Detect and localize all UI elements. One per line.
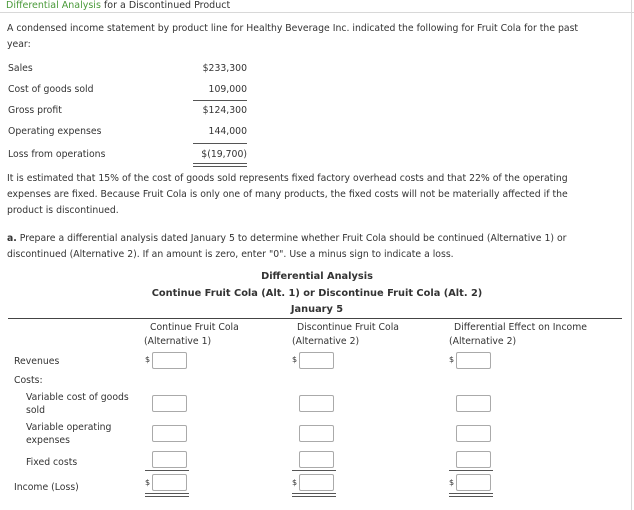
column-header-line: Continue Fruit Cola (150, 322, 239, 333)
question-line-1 (7, 231, 612, 247)
statement-row (7, 81, 247, 99)
column-header-line: (Alternative 2) (449, 336, 517, 347)
problem-title-suffix: for a Discontinued Product (100, 0, 231, 11)
alt1-fixed-costs-input[interactable] (152, 451, 187, 468)
column-header-differential (449, 321, 587, 349)
intro-paragraph (7, 21, 612, 53)
statement-value: 144,000 (208, 126, 247, 137)
column-header-alt2 (292, 321, 399, 349)
subtotal-rule (193, 143, 247, 144)
statement-row (7, 123, 247, 141)
row-label-line: Variable operating (26, 422, 112, 433)
total-double-rule (193, 163, 247, 167)
estimate-line-3: product is discontinued. (7, 205, 119, 216)
subtotal-rule (145, 470, 189, 471)
dollar-sign: $ (292, 355, 298, 364)
alt1-variable-opex-input[interactable] (152, 425, 187, 442)
row-label-revenues: Revenues (14, 356, 60, 367)
problem-header (0, 0, 634, 13)
question-text: Prepare a differential analysis dated January 5 to determine whether Fruit Cola should be continued (Alternative 1) or (16, 233, 567, 244)
differential-variable-opex-input[interactable] (456, 425, 491, 442)
analysis-title: Differential Analysis (261, 271, 373, 282)
statement-label: Operating expenses (8, 126, 102, 137)
differential-income-input[interactable] (456, 474, 491, 491)
right-edge-divider (631, 0, 632, 510)
intro-line-2: year: (7, 39, 31, 50)
subtotal-rule (292, 470, 336, 471)
alt1-variable-cogs-input[interactable] (152, 395, 187, 412)
alt2-revenues-input[interactable] (299, 352, 334, 369)
dollar-sign: $ (292, 478, 298, 487)
intro-line-1: A condensed income statement by product line for Healthy Beverage Inc. indicated the following for Fruit Cola for the past (7, 23, 579, 34)
question-paragraph (7, 231, 612, 263)
statement-label: Cost of goods sold (8, 84, 94, 95)
problem-title: Differential Analysis (6, 0, 101, 11)
statement-label: Gross profit (8, 105, 62, 116)
statement-value: $124,300 (202, 105, 247, 116)
column-header-line: Discontinue Fruit Cola (297, 322, 399, 333)
dollar-sign: $ (145, 355, 151, 364)
statement-row (7, 146, 247, 164)
row-label-income: Income (Loss) (14, 482, 79, 493)
dollar-sign: $ (145, 478, 151, 487)
question-line-2: discontinued (Alternative 2). If an amount is zero, enter "0". Use a minus sign to indicate a loss. (7, 249, 454, 260)
row-label-line: Variable cost of goods (26, 392, 129, 403)
total-double-rule (145, 493, 189, 497)
alt2-income-input[interactable] (299, 474, 334, 491)
differential-variable-cogs-input[interactable] (456, 395, 491, 412)
alt2-fixed-costs-input[interactable] (299, 451, 334, 468)
table-top-rule (8, 318, 622, 319)
alt2-variable-cogs-input[interactable] (299, 395, 334, 412)
statement-row (7, 102, 247, 120)
statement-value: 109,000 (208, 84, 247, 95)
dollar-sign: $ (449, 355, 455, 364)
row-label-variable-cogs (26, 391, 129, 417)
row-label-variable-opex (26, 421, 111, 447)
column-header-line: Differential Effect on Income (454, 322, 588, 333)
column-header-line: (Alternative 1) (144, 336, 212, 347)
total-double-rule (449, 493, 493, 497)
subtotal-rule (449, 470, 493, 471)
analysis-subtitle: Continue Fruit Cola (Alt. 1) or Discontinue Fruit Cola (Alt. 2) (151, 288, 483, 299)
row-label-line: sold (26, 405, 46, 416)
statement-label: Sales (8, 63, 33, 74)
statement-row (7, 60, 247, 78)
differential-revenues-input[interactable] (456, 352, 491, 369)
estimate-line-2: expenses are fixed. Because Fruit Cola is only one of many products, the fixed costs will not be materially affected if the (7, 189, 568, 200)
dollar-sign: $ (449, 478, 455, 487)
question-part-label: a. (7, 233, 17, 244)
column-header-line: (Alternative 2) (292, 336, 360, 347)
row-label-line: expenses (26, 435, 70, 446)
column-header-alt1 (144, 321, 239, 349)
statement-value: $233,300 (202, 63, 247, 74)
alt2-variable-opex-input[interactable] (299, 425, 334, 442)
row-label-costs: Costs: (14, 375, 43, 386)
alt1-revenues-input[interactable] (152, 352, 187, 369)
estimate-paragraph (7, 171, 612, 219)
statement-value: $(19,700) (201, 149, 247, 160)
total-double-rule (292, 493, 336, 497)
estimate-line-1: It is estimated that 15% of the cost of goods sold represents fixed factory overhead costs and that 22% of the operating (7, 173, 568, 184)
statement-label: Loss from operations (8, 149, 106, 160)
alt1-income-input[interactable] (152, 474, 187, 491)
analysis-date: January 5 (290, 304, 344, 315)
subtotal-rule (193, 100, 247, 101)
row-label-fixed-costs: Fixed costs (26, 457, 78, 468)
differential-fixed-costs-input[interactable] (456, 451, 491, 468)
